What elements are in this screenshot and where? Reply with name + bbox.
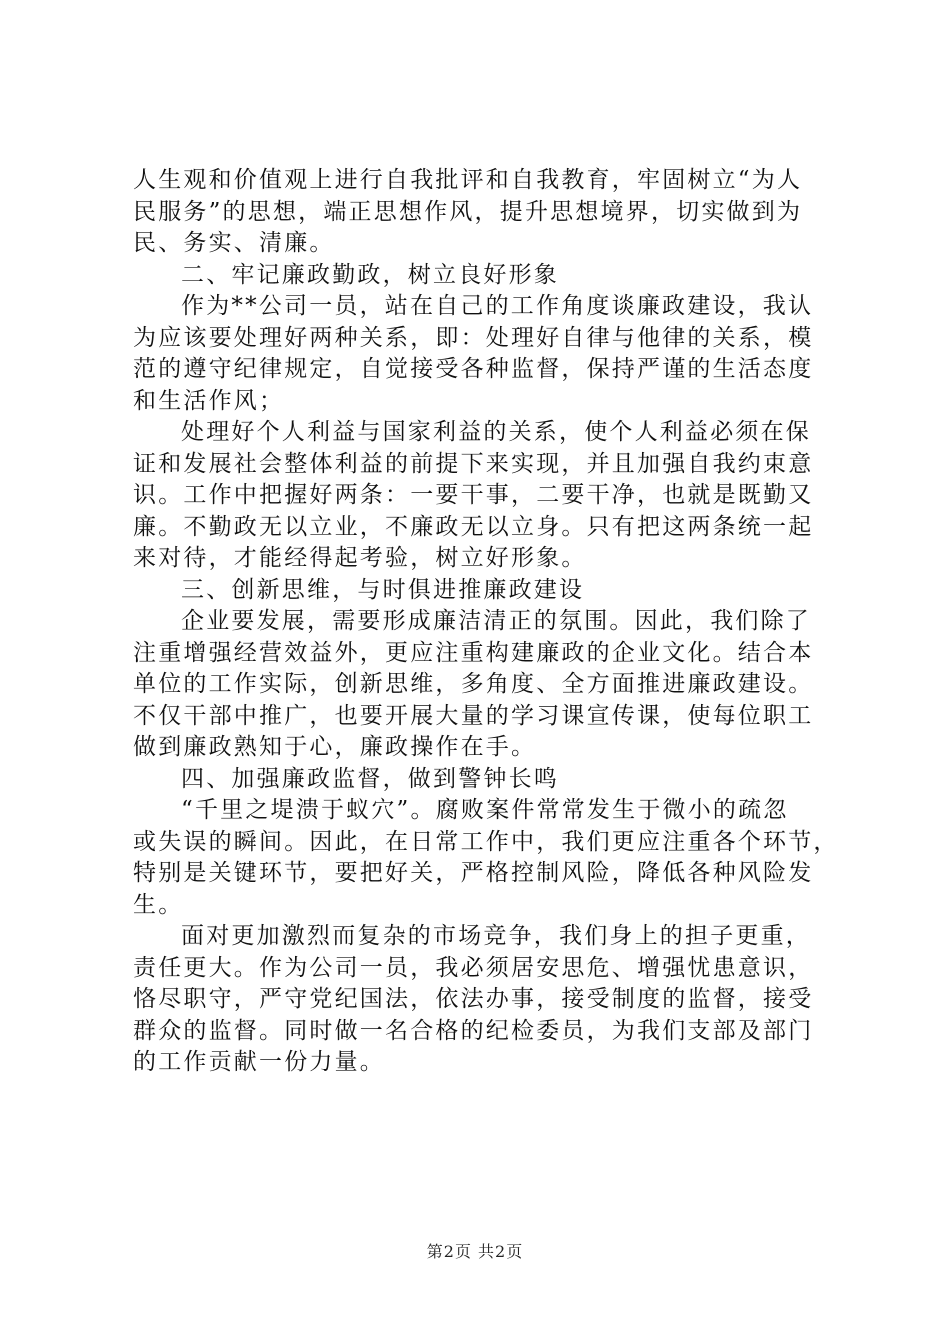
text-line: 责任更大。作为公司一员，我必须居安思危、增强忧患意识， bbox=[133, 954, 814, 981]
text-line: 来对待，才能经得起考验，树立好形象。 bbox=[133, 545, 587, 571]
text-line: 做到廉政熟知于心，廉政操作在手。 bbox=[133, 734, 537, 760]
text-line: 民、务实、清廉。 bbox=[133, 230, 335, 256]
text-line: 为应该要处理好两种关系，即：处理好自律与他律的关系，模 bbox=[133, 324, 814, 351]
text-line: 注重增强经营效益外，更应注重构建廉政的企业文化。结合本 bbox=[133, 639, 814, 666]
text-line: 恪尽职守，严守党纪国法，依法办事，接受制度的监督，接受 bbox=[133, 986, 814, 1012]
text-line: 四、加强廉政监督，做到警钟长鸣 bbox=[181, 765, 559, 792]
text-line: 人生观和价值观上进行自我批评和自我教育，牢固树立“为人 bbox=[133, 167, 803, 193]
text-line: 不仅干部中推广，也要开展大量的学习课宣传课，使每位职工 bbox=[133, 702, 814, 729]
text-line: 作为**公司一员，站在自己的工作角度谈廉政建设，我认 bbox=[181, 293, 814, 319]
text-line: 廉。不勤政无以立业，不廉政无以立身。只有把这两条统一起 bbox=[133, 513, 814, 540]
page-footer: 第2页 共2页 bbox=[426, 1242, 524, 1261]
text-line: 识。工作中把握好两条：一要干事，二要干净，也就是既勤又 bbox=[133, 482, 814, 508]
text-line: “千里之堤溃于蚁穴”。腐败案件常常发生于微小的疏忽 bbox=[181, 797, 789, 823]
text-line: 生。 bbox=[133, 891, 184, 918]
text-line: 和生活作风； bbox=[133, 387, 285, 414]
text-line: 群众的监督。同时做一名合格的纪检委员，为我们支部及部门 bbox=[133, 1017, 814, 1044]
text-line: 范的遵守纪律规定，自觉接受各种监督，保持严谨的生活态度 bbox=[133, 356, 814, 382]
text-line: 特别是关键环节，要把好关，严格控制风险，降低各种风险发 bbox=[133, 860, 814, 886]
text-line: 的工作贡献一份力量。 bbox=[133, 1049, 385, 1075]
document-body bbox=[133, 165, 839, 1079]
text-line: 单位的工作实际，创新思维，多角度、全方面推进廉政建设。 bbox=[133, 671, 814, 697]
text-line: 民服务”的思想，端正思想作风，提升思想境界，切实做到为 bbox=[133, 198, 803, 225]
text-line: 企业要发展，需要形成廉洁清正的氛围。因此，我们除了 bbox=[181, 608, 811, 634]
text-line: 或失误的瞬间。因此，在日常工作中，我们更应注重各个环节， bbox=[133, 828, 839, 855]
text-line: 证和发展社会整体利益的前提下来实现，并且加强自我约束意 bbox=[133, 450, 814, 477]
text-line: 处理好个人利益与国家利益的关系，使个人利益必须在保 bbox=[181, 419, 811, 445]
text-line: 二、牢记廉政勤政，树立良好形象 bbox=[181, 261, 559, 288]
text-line: 面对更加激烈而复杂的市场竞争，我们身上的担子更重， bbox=[181, 923, 811, 949]
text-line: 三、创新思维，与时俱进推廉政建设 bbox=[181, 576, 585, 603]
